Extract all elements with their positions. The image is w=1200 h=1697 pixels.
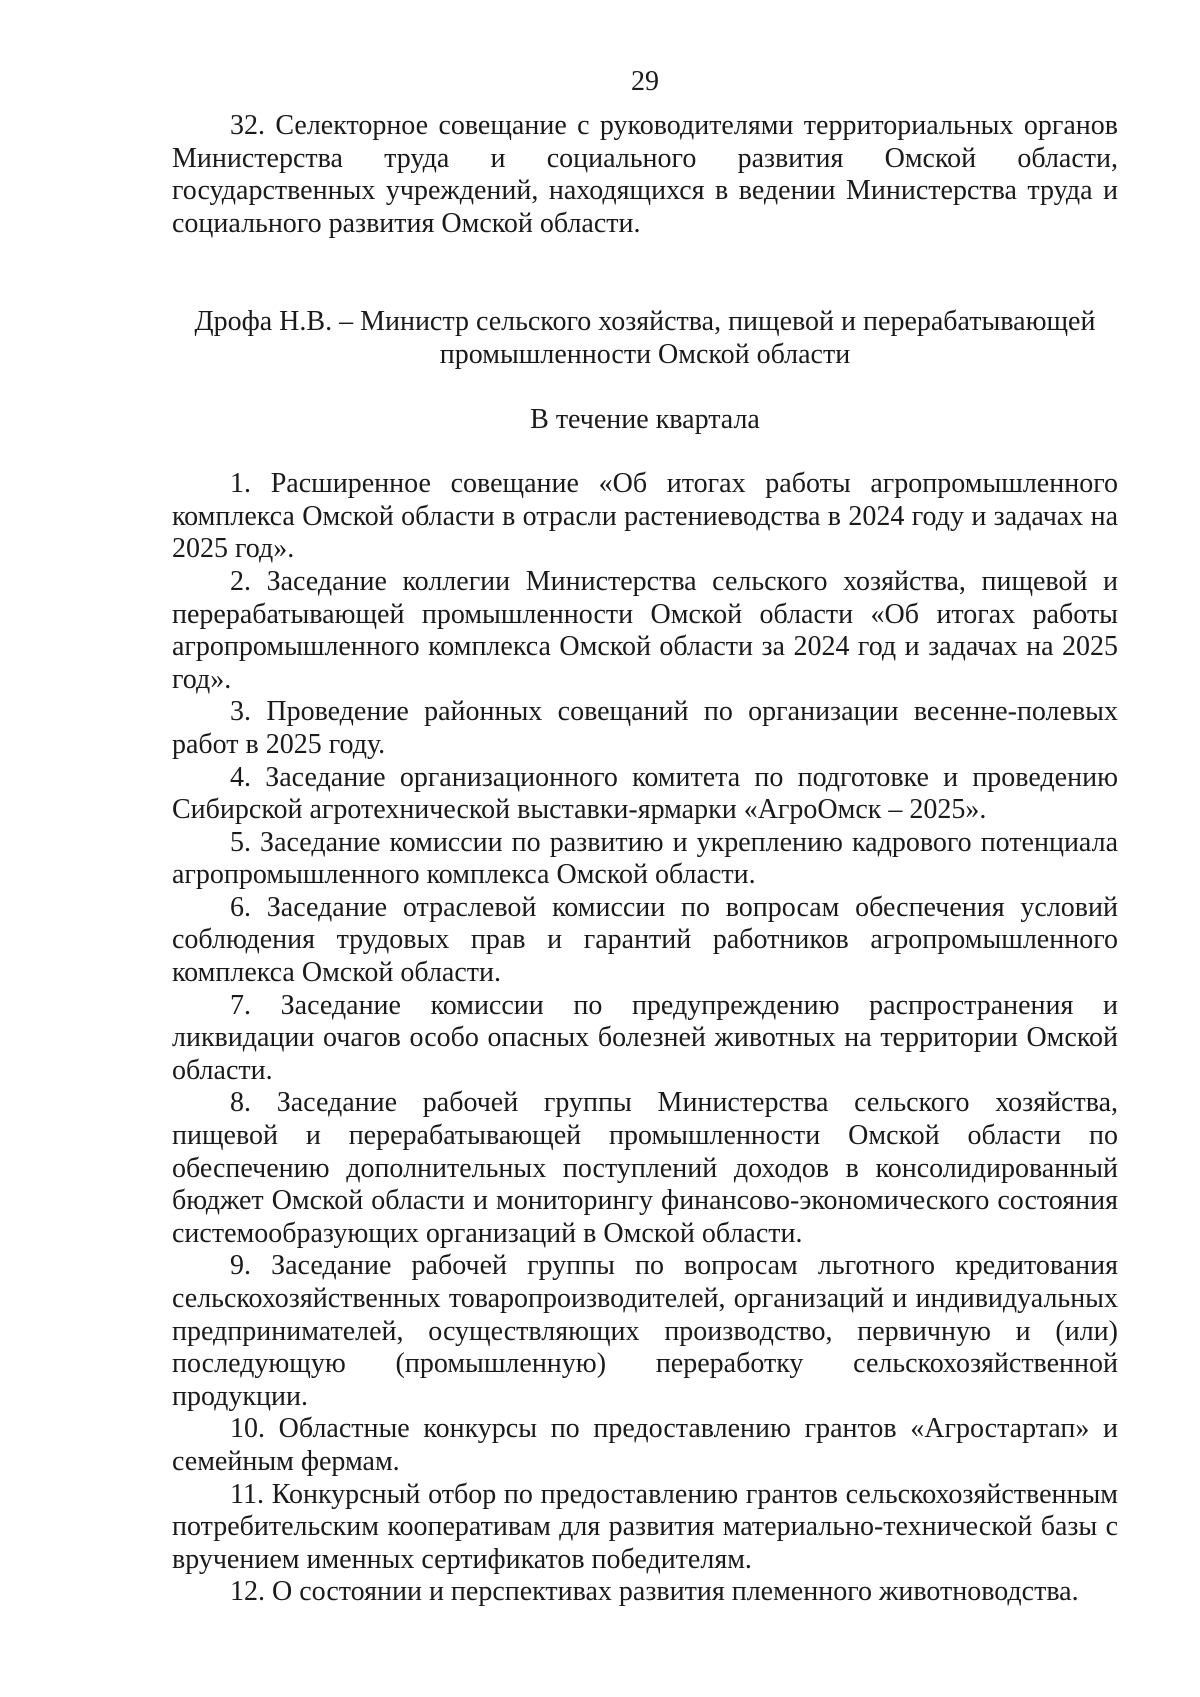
page-number: 29	[631, 66, 659, 97]
list-item: 5. Заседание комиссии по развитию и укреплению кадрового потенциала агропромышленного комплекса Омской области.	[172, 826, 1118, 891]
list-item: 11. Конкурсный отбор по предоставлению грантов сельскохозяйственным потребительским кооперативам для развития материально-технической базы с вручением именных сертификатов победителям.	[172, 1478, 1118, 1575]
list-item: 4. Заседание организационного комитета по подготовке и проведению Сибирской агротехнической выставки-ярмарки «АгроОмск – 2025».	[172, 761, 1118, 826]
section-heading-line2: промышленности Омской области	[439, 338, 851, 370]
section-period: В течение квартала	[530, 403, 760, 435]
section-heading-line1: Дрофа Н.В. – Министр сельского хозяйства, пищевой и перерабатывающей	[194, 306, 1096, 338]
list-item: 12. О состоянии и перспективах развития племенного животноводства.	[230, 1576, 1079, 1608]
list-item: 7. Заседание комиссии по предупреждению распространения и ликвидации очагов особо опасных болезней животных на территории Омской области.	[172, 989, 1118, 1086]
list-item: 9. Заседание рабочей группы по вопросам льготного кредитования сельскохозяйственных товаропроизводителей, организаций и индивидуальных предпринимателей, осуществляющих производство, первичную и (или) последующую (промышленную) переработку сельскохозяйственной продукции.	[172, 1250, 1118, 1412]
section-items-list	[172, 468, 1118, 1609]
intro-item: 32. Селекторное совещание с руководителями территориальных органов Министерства труда и социального развития Омской области, государственных учреждений, находящихся в ведении Министерства труда и социального развития Омской области.	[172, 110, 1118, 239]
list-item: 10. Областные конкурсы по предоставлению грантов «Агростартап» и семейным фермам.	[172, 1413, 1118, 1477]
list-item: 1. Расширенное совещание «Об итогах работы агропромышленного комплекса Омской области в отрасли растениеводства в 2024 году и задачах на 2025 год».	[172, 468, 1118, 565]
list-item: 2. Заседание коллегии Министерства сельского хозяйства, пищевой и перерабатывающей промышленности Омской области «Об итогах работы агропромышленного комплекса Омской области за 2024 год и задачах на 2025 год».	[172, 565, 1118, 695]
document-page	[172, 66, 1118, 1609]
list-item: 8. Заседание рабочей группы Министерства сельского хозяйства, пищевой и перерабатывающей промышленности Омской области по обеспечению дополнительных поступлений доходов в консолидированный бюджет Омской области и мониторингу финансово-экономического состояния системообразующих организаций в Омской области.	[172, 1087, 1118, 1249]
list-item: 6. Заседание отраслевой комиссии по вопросам обеспечения условий соблюдения трудовых прав и гарантий работников агропромышленного комплекса Омской области.	[172, 891, 1118, 989]
list-item: 3. Проведение районных совещаний по организации весенне-полевых работ в 2025 году.	[172, 696, 1118, 760]
